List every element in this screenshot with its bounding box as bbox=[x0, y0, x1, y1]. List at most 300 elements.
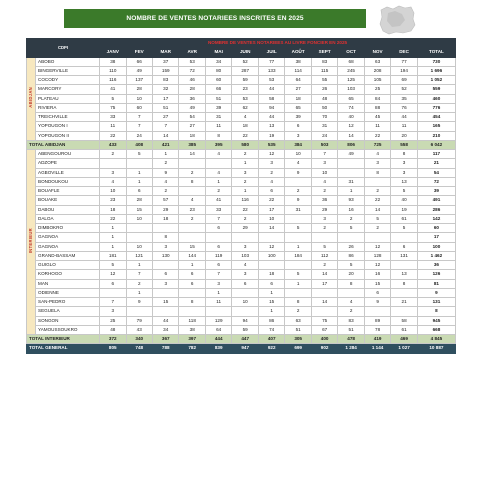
value-cell: 25 bbox=[364, 85, 390, 94]
row-name: KORHOGO bbox=[36, 270, 100, 279]
row-total-cell: 1 462 bbox=[417, 251, 455, 260]
value-cell: 31 bbox=[311, 122, 337, 131]
table-row bbox=[27, 298, 456, 307]
value-cell bbox=[179, 159, 205, 168]
value-cell: 8 bbox=[179, 298, 205, 307]
value-cell bbox=[285, 261, 311, 270]
value-cell: 6 bbox=[285, 122, 311, 131]
column-header: DEC bbox=[391, 48, 417, 57]
value-cell: 61 bbox=[391, 325, 417, 334]
value-cell: 53 bbox=[232, 94, 258, 103]
value-cell: 10 bbox=[126, 94, 152, 103]
table-row bbox=[27, 279, 456, 288]
column-header: AOÛT bbox=[285, 48, 311, 57]
row-name: SEGUELA bbox=[36, 307, 100, 316]
value-cell: 18 bbox=[152, 214, 178, 223]
table-row bbox=[27, 76, 456, 85]
column-header: MAI bbox=[205, 48, 231, 57]
value-cell: 83 bbox=[338, 316, 364, 325]
value-cell bbox=[179, 288, 205, 297]
value-cell: 41 bbox=[205, 196, 231, 205]
value-cell: 70 bbox=[311, 113, 337, 122]
value-cell: 31 bbox=[205, 113, 231, 122]
value-cell: 44 bbox=[258, 85, 284, 94]
table-row bbox=[27, 66, 456, 75]
row-name: YAMOUSSOUKRO bbox=[36, 325, 100, 334]
value-cell bbox=[152, 288, 178, 297]
value-cell: 59 bbox=[232, 325, 258, 334]
row-name: MAN bbox=[36, 279, 100, 288]
value-cell: 46 bbox=[179, 76, 205, 85]
value-cell: 39 bbox=[285, 113, 311, 122]
row-total-cell: 776 bbox=[417, 103, 455, 112]
row-name: ABENGOUROU bbox=[36, 150, 100, 159]
row-name: GAGNOA bbox=[36, 233, 100, 242]
value-cell: 3 bbox=[364, 159, 390, 168]
value-cell: 22 bbox=[100, 131, 126, 140]
row-total-cell: 730 bbox=[417, 57, 455, 66]
value-cell: 11 bbox=[391, 122, 417, 131]
value-cell: 8 bbox=[285, 298, 311, 307]
value-cell: 51 bbox=[205, 94, 231, 103]
value-cell: 1 bbox=[126, 168, 152, 177]
value-cell: 14 bbox=[311, 298, 337, 307]
value-cell: 3 bbox=[311, 214, 337, 223]
general-total-cell: 902 bbox=[311, 344, 337, 353]
value-cell bbox=[126, 233, 152, 242]
row-name: COCODY bbox=[36, 76, 100, 85]
ventes-table bbox=[26, 38, 456, 354]
row-total-cell: 210 bbox=[417, 131, 455, 140]
group-total-cell: 397 bbox=[179, 335, 205, 344]
row-name: GAGNOA bbox=[36, 242, 100, 251]
value-cell: 7 bbox=[126, 122, 152, 131]
value-cell: 14 bbox=[179, 150, 205, 159]
row-total-cell: 491 bbox=[417, 196, 455, 205]
value-cell: 29 bbox=[152, 205, 178, 214]
value-cell: 7 bbox=[126, 113, 152, 122]
value-cell: 7 bbox=[126, 270, 152, 279]
group-total-cell: 395 bbox=[205, 140, 231, 149]
value-cell: 2 bbox=[205, 187, 231, 196]
value-cell: 116 bbox=[100, 76, 126, 85]
value-cell: 24 bbox=[311, 131, 337, 140]
value-cell: 22 bbox=[364, 196, 390, 205]
general-total-cell: 1 027 bbox=[391, 344, 417, 353]
value-cell: 1 bbox=[100, 233, 126, 242]
general-total-cell: 805 bbox=[100, 344, 126, 353]
row-total-cell: 945 bbox=[417, 316, 455, 325]
value-cell bbox=[338, 168, 364, 177]
value-cell: 118 bbox=[179, 316, 205, 325]
table-row bbox=[27, 122, 456, 131]
general-total-name: TOTAL GENERAL bbox=[27, 344, 100, 353]
group-total-cell: 503 bbox=[311, 140, 337, 149]
value-cell: 9 bbox=[285, 196, 311, 205]
row-total-cell: 17 bbox=[417, 233, 455, 242]
value-cell: 2 bbox=[364, 187, 390, 196]
value-cell: 3 bbox=[152, 279, 178, 288]
value-cell: 75 bbox=[311, 316, 337, 325]
group-total-cell: 535 bbox=[258, 140, 284, 149]
value-cell: 6 bbox=[258, 279, 284, 288]
value-cell: 38 bbox=[179, 325, 205, 334]
value-cell: 49 bbox=[179, 103, 205, 112]
value-cell: 54 bbox=[179, 113, 205, 122]
value-cell: 14 bbox=[364, 205, 390, 214]
value-cell: 39 bbox=[205, 103, 231, 112]
value-cell: 128 bbox=[364, 251, 390, 260]
column-header: JANV bbox=[100, 48, 126, 57]
value-cell: 9 bbox=[152, 168, 178, 177]
value-cell: 68 bbox=[338, 57, 364, 66]
value-cell: 4 bbox=[152, 177, 178, 186]
group-total-cell: 400 bbox=[311, 335, 337, 344]
value-cell: 84 bbox=[364, 94, 390, 103]
column-header: FEV bbox=[126, 48, 152, 57]
value-cell: 12 bbox=[258, 150, 284, 159]
value-cell: 34 bbox=[205, 57, 231, 66]
value-cell: 6 bbox=[364, 288, 390, 297]
value-cell: 93 bbox=[338, 196, 364, 205]
value-cell: 287 bbox=[232, 66, 258, 75]
value-cell: 14 bbox=[311, 270, 337, 279]
row-total-cell: 131 bbox=[417, 298, 455, 307]
value-cell: 2 bbox=[285, 187, 311, 196]
table-row bbox=[27, 316, 456, 325]
table-row bbox=[27, 94, 456, 103]
value-cell: 8 bbox=[179, 177, 205, 186]
value-cell: 61 bbox=[391, 214, 417, 223]
table-row bbox=[27, 325, 456, 334]
row-total-cell: 559 bbox=[417, 85, 455, 94]
row-name: ABOBO bbox=[36, 57, 100, 66]
value-cell bbox=[179, 233, 205, 242]
value-cell: 52 bbox=[391, 85, 417, 94]
value-cell: 4 bbox=[179, 196, 205, 205]
value-cell: 16 bbox=[338, 205, 364, 214]
value-cell: 40 bbox=[391, 196, 417, 205]
table-row bbox=[27, 270, 456, 279]
value-cell bbox=[126, 159, 152, 168]
value-cell: 2 bbox=[258, 168, 284, 177]
value-cell: 80 bbox=[205, 66, 231, 75]
value-cell: 2 bbox=[179, 168, 205, 177]
value-cell: 9 bbox=[364, 298, 390, 307]
value-cell: 94 bbox=[258, 103, 284, 112]
value-cell: 44 bbox=[258, 113, 284, 122]
value-cell: 17 bbox=[311, 279, 337, 288]
row-name: DABOU bbox=[36, 205, 100, 214]
value-cell: 131 bbox=[391, 251, 417, 260]
value-cell: 1 bbox=[100, 242, 126, 251]
value-cell: 89 bbox=[364, 316, 390, 325]
general-total-cell: 1 284 bbox=[338, 344, 364, 353]
value-cell: 62 bbox=[232, 103, 258, 112]
group-total-cell: 806 bbox=[338, 140, 364, 149]
value-cell: 5 bbox=[311, 242, 337, 251]
row-total-cell: 8 bbox=[417, 307, 455, 316]
value-cell: 1 bbox=[100, 224, 126, 233]
value-cell: 36 bbox=[311, 196, 337, 205]
value-cell: 13 bbox=[391, 177, 417, 186]
table-row bbox=[27, 233, 456, 242]
value-cell: 184 bbox=[285, 251, 311, 260]
value-cell: 59 bbox=[232, 76, 258, 85]
value-cell: 5 bbox=[100, 261, 126, 270]
value-cell: 5 bbox=[364, 214, 390, 223]
value-cell: 3 bbox=[391, 159, 417, 168]
value-cell: 38 bbox=[100, 57, 126, 66]
group-total-cell: 421 bbox=[152, 140, 178, 149]
value-cell: 3 bbox=[152, 242, 178, 251]
value-cell: 15 bbox=[126, 205, 152, 214]
value-cell: 11 bbox=[364, 122, 390, 131]
value-cell: 7 bbox=[152, 122, 178, 131]
value-cell: 6 bbox=[205, 261, 231, 270]
group-total-cell: 4 845 bbox=[417, 335, 455, 344]
value-cell bbox=[258, 261, 284, 270]
value-cell: 18 bbox=[179, 131, 205, 140]
group-cell bbox=[27, 57, 36, 140]
value-cell: 1 bbox=[205, 288, 231, 297]
row-total-cell: 454 bbox=[417, 113, 455, 122]
value-cell: 13 bbox=[258, 122, 284, 131]
column-header: SEPT bbox=[311, 48, 337, 57]
value-cell: 9 bbox=[126, 298, 152, 307]
row-name: BONDOUKOU bbox=[36, 177, 100, 186]
value-cell: 10 bbox=[258, 214, 284, 223]
value-cell: 49 bbox=[126, 66, 152, 75]
value-cell: 112 bbox=[311, 251, 337, 260]
value-cell: 6 bbox=[391, 242, 417, 251]
value-cell bbox=[311, 307, 337, 316]
value-cell bbox=[205, 159, 231, 168]
value-cell: 5 bbox=[338, 224, 364, 233]
value-cell: 41 bbox=[100, 85, 126, 94]
row-name: BINGERVILLE bbox=[36, 66, 100, 75]
row-total-cell: 100 bbox=[417, 242, 455, 251]
value-cell: 8 bbox=[205, 131, 231, 140]
value-cell: 12 bbox=[258, 242, 284, 251]
group-total-cell: 725 bbox=[364, 140, 390, 149]
value-cell: 15 bbox=[364, 279, 390, 288]
value-cell: 10 bbox=[232, 298, 258, 307]
value-cell bbox=[232, 288, 258, 297]
table-row bbox=[27, 57, 456, 66]
row-name: TREICHVILLE bbox=[36, 113, 100, 122]
group-label: INTERIEUR bbox=[28, 227, 33, 254]
group-total-cell: 558 bbox=[391, 140, 417, 149]
value-cell: 35 bbox=[391, 94, 417, 103]
value-cell: 24 bbox=[126, 131, 152, 140]
value-cell: 26 bbox=[311, 85, 337, 94]
value-cell: 22 bbox=[258, 196, 284, 205]
row-total-cell: 165 bbox=[417, 122, 455, 131]
value-cell: 21 bbox=[391, 298, 417, 307]
table-row bbox=[27, 224, 456, 233]
row-name: ODIENNE bbox=[36, 288, 100, 297]
value-cell: 27 bbox=[179, 122, 205, 131]
value-cell: 1 bbox=[258, 307, 284, 316]
table-row bbox=[27, 214, 456, 223]
value-cell: 5 bbox=[338, 261, 364, 270]
value-cell: 208 bbox=[364, 66, 390, 75]
value-cell: 12 bbox=[100, 270, 126, 279]
value-cell: 5 bbox=[391, 187, 417, 196]
value-cell: 2 bbox=[338, 214, 364, 223]
table-row bbox=[27, 242, 456, 251]
value-cell: 2 bbox=[311, 261, 337, 270]
value-cell: 1 bbox=[152, 150, 178, 159]
value-cell: 2 bbox=[100, 150, 126, 159]
value-cell: 53 bbox=[179, 57, 205, 66]
value-cell: 12 bbox=[364, 261, 390, 270]
value-cell: 34 bbox=[152, 325, 178, 334]
value-cell: 79 bbox=[126, 316, 152, 325]
row-name: YOPOUGON I bbox=[36, 122, 100, 131]
value-cell: 48 bbox=[100, 325, 126, 334]
table-row bbox=[27, 103, 456, 112]
value-cell bbox=[311, 288, 337, 297]
value-cell: 51 bbox=[285, 325, 311, 334]
value-cell: 10 bbox=[126, 214, 152, 223]
value-cell: 10 bbox=[285, 150, 311, 159]
general-total-cell: 839 bbox=[205, 344, 231, 353]
value-cell: 28 bbox=[179, 85, 205, 94]
value-cell: 19 bbox=[258, 131, 284, 140]
value-cell: 53 bbox=[258, 76, 284, 85]
value-cell: 44 bbox=[152, 316, 178, 325]
row-total-cell: 460 bbox=[417, 94, 455, 103]
table-row bbox=[27, 205, 456, 214]
value-cell: 44 bbox=[391, 113, 417, 122]
value-cell: 50 bbox=[311, 103, 337, 112]
value-cell: 6 bbox=[258, 187, 284, 196]
value-cell: 26 bbox=[338, 242, 364, 251]
value-cell: 121 bbox=[126, 251, 152, 260]
value-cell: 6 bbox=[232, 279, 258, 288]
value-cell: 15 bbox=[258, 298, 284, 307]
value-cell: 18 bbox=[258, 270, 284, 279]
row-total-cell: 39 bbox=[417, 187, 455, 196]
row-total-cell: 81 bbox=[417, 279, 455, 288]
value-cell: 77 bbox=[391, 57, 417, 66]
value-cell: 7 bbox=[100, 298, 126, 307]
value-cell: 11 bbox=[100, 122, 126, 131]
value-cell: 22 bbox=[232, 205, 258, 214]
value-cell: 36 bbox=[179, 94, 205, 103]
value-cell: 76 bbox=[391, 103, 417, 112]
value-cell bbox=[364, 307, 390, 316]
value-cell: 65 bbox=[285, 103, 311, 112]
value-cell: 3 bbox=[100, 168, 126, 177]
group-total-cell: 444 bbox=[205, 335, 231, 344]
value-cell: 7 bbox=[311, 150, 337, 159]
value-cell: 60 bbox=[126, 103, 152, 112]
general-total-cell: 748 bbox=[126, 344, 152, 353]
cote-divoire-map-icon bbox=[378, 4, 416, 36]
value-cell: 103 bbox=[338, 85, 364, 94]
value-cell: 6 bbox=[179, 270, 205, 279]
value-cell: 137 bbox=[126, 76, 152, 85]
value-cell bbox=[391, 233, 417, 242]
column-header: MAR bbox=[152, 48, 178, 57]
header-row-subtitle bbox=[27, 39, 456, 48]
group-total-cell: 367 bbox=[152, 335, 178, 344]
value-cell bbox=[285, 214, 311, 223]
value-cell: 33 bbox=[205, 205, 231, 214]
value-cell bbox=[285, 233, 311, 242]
value-cell: 43 bbox=[126, 325, 152, 334]
value-cell bbox=[126, 224, 152, 233]
value-cell bbox=[391, 261, 417, 270]
group-total-cell: 372 bbox=[100, 335, 126, 344]
general-total-cell: 947 bbox=[232, 344, 258, 353]
value-cell: 22 bbox=[232, 131, 258, 140]
value-cell: 1 bbox=[126, 288, 152, 297]
value-cell: 12 bbox=[364, 242, 390, 251]
value-cell: 23 bbox=[100, 196, 126, 205]
value-cell: 4 bbox=[364, 150, 390, 159]
value-cell: 14 bbox=[152, 131, 178, 140]
value-cell: 86 bbox=[338, 251, 364, 260]
row-name: MARCORY bbox=[36, 85, 100, 94]
value-cell: 58 bbox=[258, 94, 284, 103]
value-cell: 130 bbox=[152, 251, 178, 260]
table-row bbox=[27, 168, 456, 177]
row-name: YOPOUGON II bbox=[36, 131, 100, 140]
value-cell bbox=[364, 233, 390, 242]
value-cell bbox=[391, 288, 417, 297]
value-cell: 29 bbox=[232, 224, 258, 233]
value-cell: 7 bbox=[205, 270, 231, 279]
value-cell: 37 bbox=[152, 57, 178, 66]
value-cell: 194 bbox=[391, 66, 417, 75]
row-total-cell: 54 bbox=[417, 168, 455, 177]
value-cell bbox=[179, 307, 205, 316]
value-cell: 25 bbox=[100, 316, 126, 325]
group-total-cell: 340 bbox=[126, 335, 152, 344]
value-cell: 22 bbox=[364, 131, 390, 140]
value-cell: 23 bbox=[179, 205, 205, 214]
value-cell: 74 bbox=[258, 325, 284, 334]
value-cell: 15 bbox=[179, 242, 205, 251]
column-header: JUIN bbox=[232, 48, 258, 57]
table-row bbox=[27, 196, 456, 205]
value-cell: 5 bbox=[285, 224, 311, 233]
value-cell: 119 bbox=[205, 251, 231, 260]
value-cell: 2 bbox=[338, 307, 364, 316]
value-cell: 64 bbox=[285, 76, 311, 85]
general-total-cell: 699 bbox=[285, 344, 311, 353]
value-cell: 4 bbox=[205, 150, 231, 159]
row-name: DALOA bbox=[36, 214, 100, 223]
value-cell: 4 bbox=[338, 298, 364, 307]
value-cell: 16 bbox=[364, 270, 390, 279]
value-cell: 4 bbox=[311, 177, 337, 186]
value-cell: 52 bbox=[232, 57, 258, 66]
column-header: JUIL bbox=[258, 48, 284, 57]
group-total-cell: 580 bbox=[232, 140, 258, 149]
group-total-row bbox=[27, 140, 456, 149]
value-cell: 58 bbox=[391, 316, 417, 325]
value-cell: 78 bbox=[364, 325, 390, 334]
row-total-cell: 142 bbox=[417, 214, 455, 223]
value-cell: 12 bbox=[338, 122, 364, 131]
group-total-cell: 407 bbox=[258, 335, 284, 344]
value-cell bbox=[179, 224, 205, 233]
